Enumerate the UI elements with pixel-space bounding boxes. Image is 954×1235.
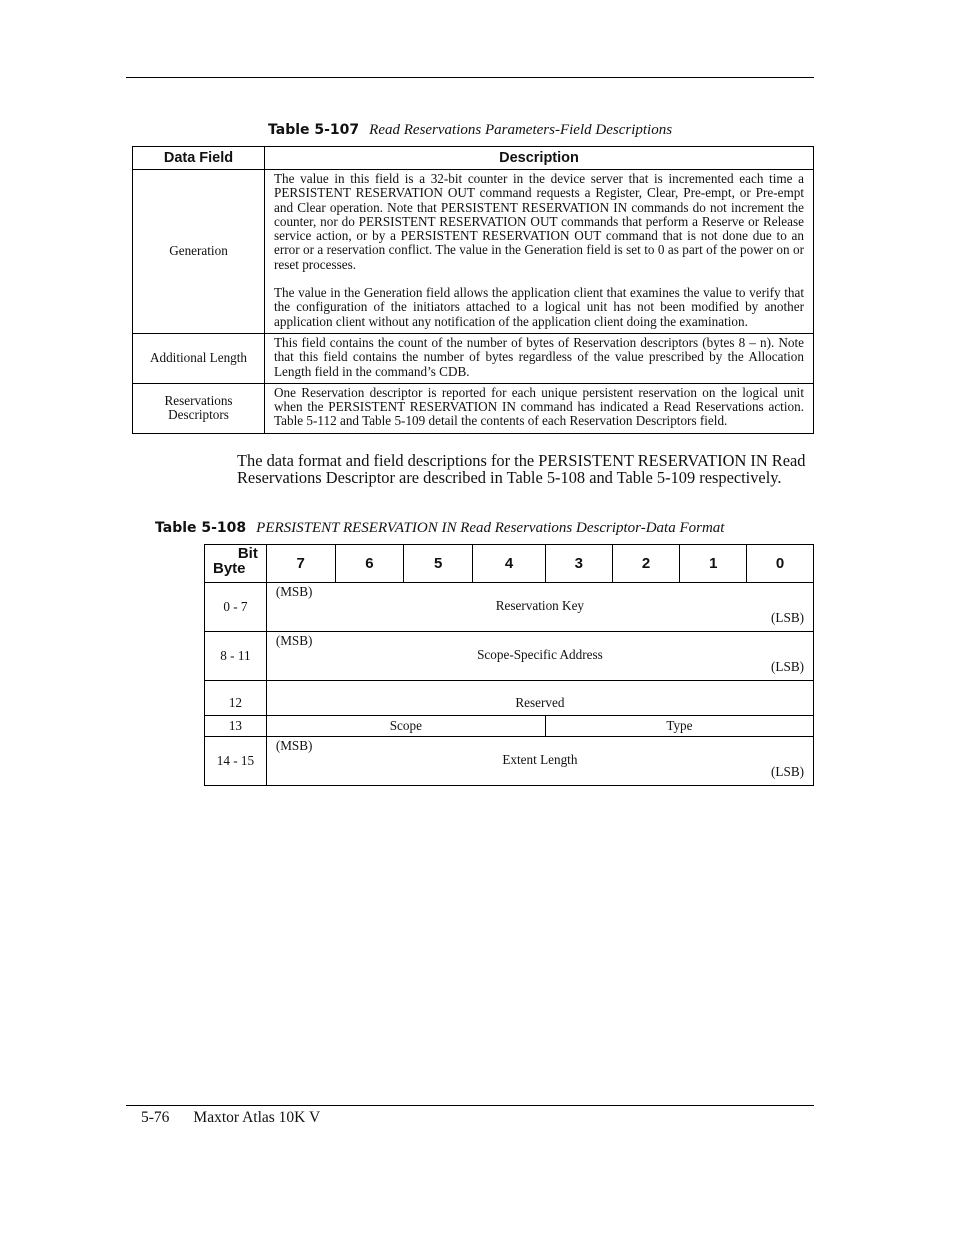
bit-0: 0 <box>747 545 814 583</box>
type-cell: Type <box>545 716 813 737</box>
field-name: Reserved <box>515 695 565 710</box>
field-name: Extent Length <box>502 752 578 767</box>
field-additional-length: Additional Length <box>133 333 265 383</box>
table-row <box>133 383 814 433</box>
reserved-cell <box>266 681 813 716</box>
scope-cell: Scope <box>266 716 545 737</box>
bit-4: 4 <box>473 545 546 583</box>
table-row <box>205 737 814 786</box>
table-row <box>205 632 814 681</box>
description-text: One Reservation descriptor is reported for each unique persistent reservation on the logical unit when the PERSISTENT RESERVATION IN command has indicated a Read Reservations action. Table 5-112 and Table 5-109 detail the contents of each Reservation Descriptors field. <box>274 384 804 429</box>
header-description: Description <box>265 147 814 170</box>
description-cell <box>265 170 814 334</box>
lsb-label: (LSB) <box>771 659 804 674</box>
document-title: Maxtor Atlas 10K V <box>193 1109 321 1126</box>
table-108-title: PERSISTENT RESERVATION IN Read Reservations Descriptor-Data Format <box>256 520 725 536</box>
table-107-caption <box>268 122 672 139</box>
table-row <box>205 583 814 632</box>
page-number: 5-76 <box>141 1109 170 1126</box>
lsb-label: (LSB) <box>771 610 804 625</box>
bit-6: 6 <box>335 545 404 583</box>
bit-5: 5 <box>404 545 473 583</box>
description-text: This field contains the count of the number of bytes of Reservation descriptors (bytes 8 – n). Note that this field contains the number of bytes regardless of the value prescribed by the Allocation Length field in the command’s CDB. <box>274 334 804 379</box>
msb-label: (MSB) <box>275 584 313 599</box>
description-cell <box>265 333 814 383</box>
page-footer <box>141 1109 320 1127</box>
bit-7: 7 <box>266 545 335 583</box>
bit-header-row <box>205 545 814 583</box>
bit-byte-corner <box>205 545 267 583</box>
header-data-field: Data Field <box>133 147 265 170</box>
field-generation: Generation <box>133 170 265 334</box>
footer-rule <box>126 1105 814 1106</box>
extent-length-cell <box>266 737 813 786</box>
byte-range: 8 - 11 <box>205 632 267 681</box>
table-row <box>205 681 814 716</box>
field-reservations-descriptors: Reservations Descriptors <box>133 383 265 433</box>
table-108-label: Table 5-108 <box>155 520 247 536</box>
bit-2: 2 <box>612 545 680 583</box>
lsb-label: (LSB) <box>771 764 804 779</box>
table-row <box>133 170 814 334</box>
table-107-label: Table 5-107 <box>268 122 360 138</box>
description-text: The value in this field is a 32-bit counter in the device server that is incremented each time a PERSISTENT RESERVATION OUT command requests a Register, Clear, Pre-empt, or Pre-empt and Clear operation. Note that PERSISTENT RESERVATION IN commands do not increment the counter, nor do PERSISTENT RESERVATION OUT commands that perform a Reserve or Release service action, or by a PERSISTENT RESERVATION OUT command that is not done due to an error or a reservation conflict. The value in the Generation field is set to 0 as part of the power on or reset processes. <box>274 171 804 272</box>
table-107-title: Read Reservations Parameters-Field Descriptions <box>369 122 673 138</box>
body-paragraph: The data format and field descriptions for the PERSISTENT RESERVATION IN Read Reservations Descriptor are described in Table 5-108 and Table 5-109 respectively. <box>237 451 806 487</box>
byte-label: Byte <box>213 560 246 577</box>
reservation-key-cell <box>266 583 813 632</box>
table-row <box>133 333 814 383</box>
header-rule <box>126 77 814 78</box>
bit-label: Bit <box>237 545 258 562</box>
byte-range: 12 <box>205 681 267 716</box>
msb-label: (MSB) <box>275 738 313 753</box>
byte-range: 0 - 7 <box>205 583 267 632</box>
msb-label: (MSB) <box>275 633 313 648</box>
scope-specific-address-cell <box>266 632 813 681</box>
table-108-caption <box>155 520 724 537</box>
table-108 <box>204 544 814 786</box>
field-name: Reservation Key <box>495 598 585 613</box>
bit-1: 1 <box>680 545 747 583</box>
field-name: Scope-Specific Address <box>477 647 603 662</box>
table-107 <box>132 146 814 434</box>
table-header-row <box>133 147 814 170</box>
description-cell <box>265 383 814 433</box>
byte-range: 13 <box>205 716 267 737</box>
table-row <box>205 716 814 737</box>
byte-range: 14 - 15 <box>205 737 267 786</box>
description-text: The value in the Generation field allows the application client that examines the value to verify that the configuration of the initiators attached to a logical unit has not been modified by another application client without any notification of the application client doing the examination. <box>274 285 804 329</box>
bit-3: 3 <box>545 545 612 583</box>
